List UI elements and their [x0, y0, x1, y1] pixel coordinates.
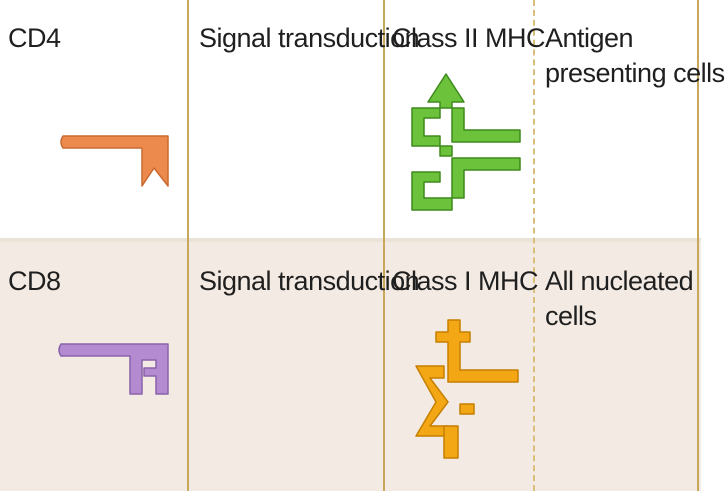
row-separator [0, 238, 701, 242]
mhc-label: Class II MHC [392, 23, 546, 53]
receptor-label: CD8 [8, 266, 61, 296]
column-divider [187, 0, 189, 491]
cells-label-line1: Antigen [545, 23, 634, 53]
column-divider [383, 0, 385, 491]
mhc-label: Class I MHC [392, 266, 539, 296]
cd4-molecule-icon [58, 128, 174, 192]
function-label: Signal transduction [199, 266, 420, 296]
receptor-label: CD4 [8, 23, 61, 53]
function-label: Signal transduction [199, 23, 420, 53]
cells-label-line2: presenting cells [545, 58, 725, 88]
cells-label-line1: All nucleated [545, 266, 694, 296]
column-divider-dashed [533, 0, 535, 491]
cells-label-line2: cells [545, 301, 597, 331]
cd8-molecule-icon [56, 338, 174, 400]
class-i-mhc-icon [408, 318, 528, 466]
class-ii-mhc-icon [408, 68, 528, 220]
